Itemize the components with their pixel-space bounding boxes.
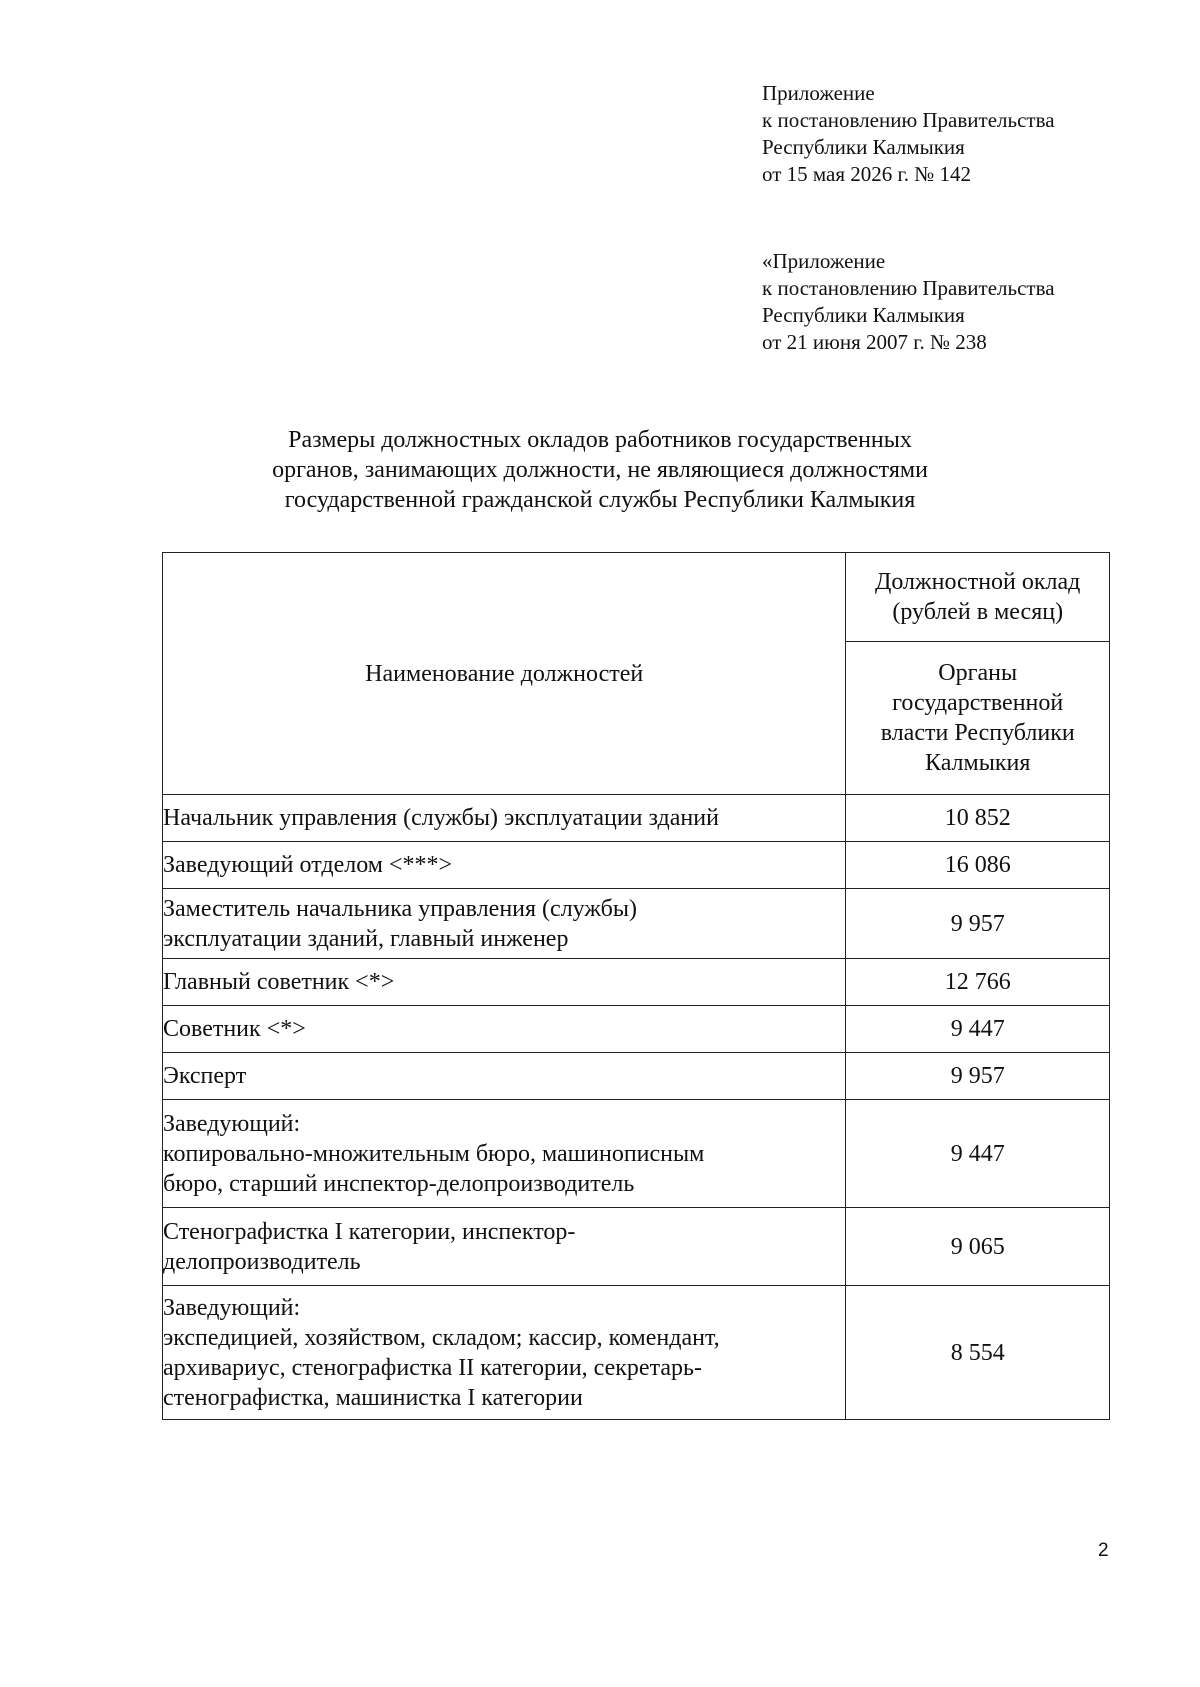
position-name-line: Главный советник <*> xyxy=(163,969,395,995)
position-name-cell xyxy=(163,1100,846,1208)
annex-current xyxy=(762,80,1055,188)
position-name-line: Эксперт xyxy=(163,1063,247,1089)
position-name-cell xyxy=(163,795,846,842)
position-name-cell xyxy=(163,1286,846,1420)
annex-current-line: к постановлению Правительства xyxy=(762,108,1055,132)
position-name-line: бюро, старший инспектор-делопроизводитель xyxy=(163,1170,635,1197)
salary-value-cell: 9 957 xyxy=(846,1053,1110,1100)
position-name-line: экспедицией, хозяйством, складом; кассир, комендант, xyxy=(163,1324,720,1351)
position-name-cell xyxy=(163,889,846,959)
header-salary xyxy=(846,553,1110,642)
table-row xyxy=(163,1286,1110,1420)
salary-table xyxy=(162,552,1110,1420)
header-salary-line: Должностной оклад xyxy=(875,569,1081,595)
annex-original-line: от 21 июня 2007 г. № 238 xyxy=(762,330,987,354)
position-name-line: эксплуатации зданий, главный инженер xyxy=(163,925,569,952)
header-organ xyxy=(846,642,1110,795)
document-title-line: государственной гражданской службы Республики Калмыкия xyxy=(284,487,916,513)
salary-value-cell: 9 065 xyxy=(846,1208,1110,1286)
position-name-line: Советник <*> xyxy=(163,1016,306,1042)
salary-value-cell: 9 447 xyxy=(846,1100,1110,1208)
position-name-cell xyxy=(163,1208,846,1286)
annex-original xyxy=(762,248,1055,356)
annex-original-line: «Приложение xyxy=(762,249,886,273)
table-row xyxy=(163,1006,1110,1053)
header-position-name: Наименование должностей xyxy=(163,553,846,795)
annex-original-line: Республики Калмыкия xyxy=(762,303,965,327)
position-name-line: Начальник управления (службы) эксплуатации зданий xyxy=(163,805,719,831)
position-name-line: Заведующий: xyxy=(163,1110,301,1137)
position-name-cell xyxy=(163,842,846,889)
annex-current-line: Республики Калмыкия xyxy=(762,135,965,159)
table-row xyxy=(163,959,1110,1006)
table-header-row xyxy=(163,553,1110,642)
position-name-cell xyxy=(163,1053,846,1100)
header-organ-line: Органы xyxy=(938,660,1018,686)
position-name-cell xyxy=(163,959,846,1006)
salary-value-cell: 8 554 xyxy=(846,1286,1110,1420)
table-row xyxy=(163,1208,1110,1286)
position-name-line: Заместитель начальника управления (службы) xyxy=(163,895,637,922)
position-name-line: копировально-множительным бюро, машинописным xyxy=(163,1140,705,1167)
table-row xyxy=(163,1100,1110,1208)
table-row xyxy=(163,842,1110,889)
salary-table-body xyxy=(163,795,1110,1420)
document-title-line: органов, занимающих должности, не являющиеся должностями xyxy=(272,457,928,483)
table-row xyxy=(163,1053,1110,1100)
annex-current-line: от 15 мая 2026 г. № 142 xyxy=(762,162,972,186)
position-name-cell xyxy=(163,1006,846,1053)
annex-current-line: Приложение xyxy=(762,81,875,105)
position-name-line: Стенографистка I категории, инспектор- xyxy=(163,1218,576,1245)
position-name-line: Заведующий: xyxy=(163,1294,301,1321)
position-name-line: Заведующий отделом <***> xyxy=(163,852,453,878)
salary-value-cell: 9 957 xyxy=(846,889,1110,959)
header-organ-line: власти Республики xyxy=(880,720,1075,746)
page-number: 2 xyxy=(1098,1540,1109,1561)
annex-original-line: к постановлению Правительства xyxy=(762,276,1055,300)
salary-value-cell: 9 447 xyxy=(846,1006,1110,1053)
position-name-line: делопроизводитель xyxy=(163,1248,361,1275)
salary-value-cell: 10 852 xyxy=(846,795,1110,842)
table-row xyxy=(163,889,1110,959)
position-name-line: архивариус, стенографистка II категории, секретарь- xyxy=(163,1354,702,1381)
salary-value-cell: 16 086 xyxy=(846,842,1110,889)
header-organ-line: Калмыкия xyxy=(925,750,1031,776)
salary-value-cell: 12 766 xyxy=(846,959,1110,1006)
header-salary-line: (рублей в месяц) xyxy=(892,599,1064,625)
header-organ-line: государственной xyxy=(892,690,1064,716)
document-title xyxy=(150,425,1050,515)
position-name-line: стенографистка, машинистка I категории xyxy=(163,1384,583,1411)
document-title-line: Размеры должностных окладов работников государственных xyxy=(288,427,912,453)
table-row xyxy=(163,795,1110,842)
